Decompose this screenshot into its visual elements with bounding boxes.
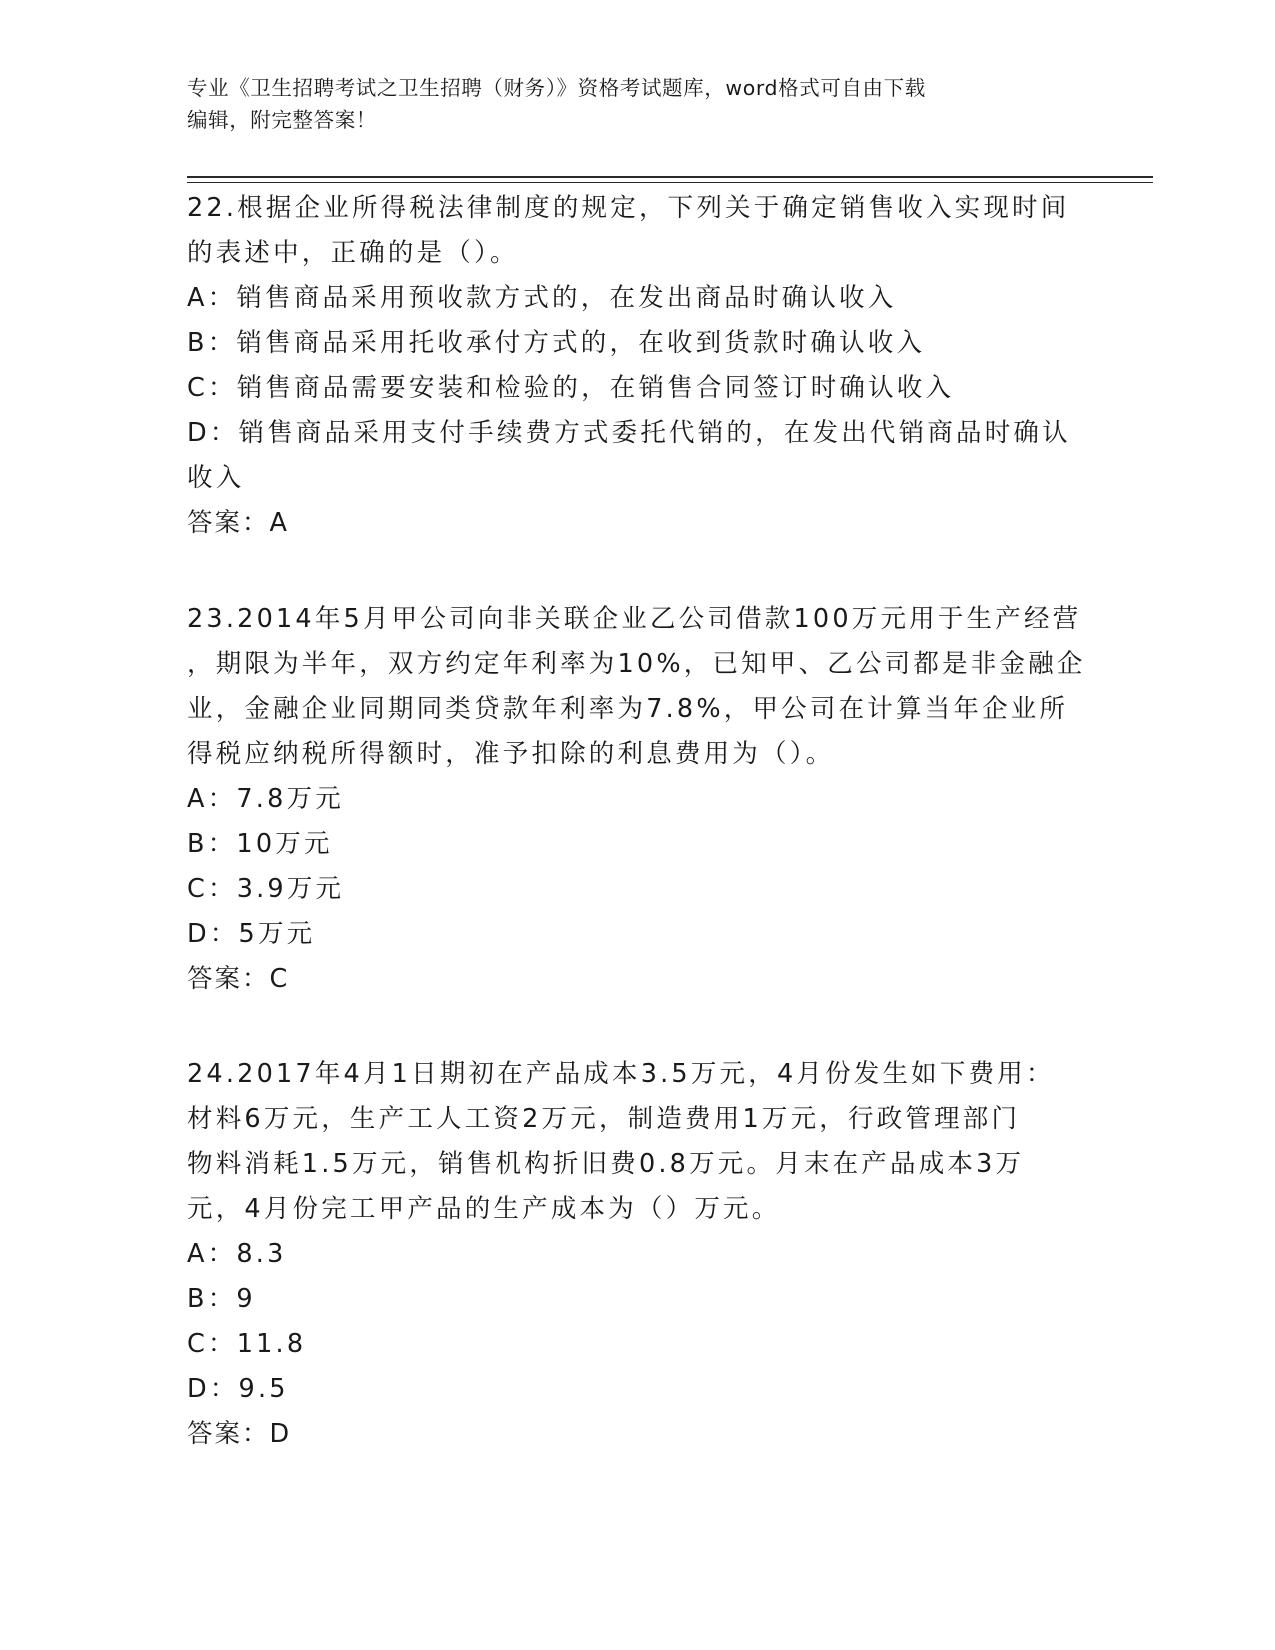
option-c: C：11.8 [187, 1329, 307, 1359]
question-stem-line: ，期限为半年，双方约定年利率为10%，已知甲、乙公司都是非金融企 [187, 649, 1086, 679]
option-a: A：7.8万元 [187, 784, 344, 814]
option-d-continued: 收入 [187, 463, 245, 493]
option-a: A：8.3 [187, 1239, 287, 1269]
option-b: B：销售商品采用托收承付方式的，在收到货款时确认收入 [187, 328, 926, 358]
option-a: A：销售商品采用预收款方式的，在发出商品时确认收入 [187, 283, 897, 313]
question-stem-line: 23.2014年5月甲公司向非关联企业乙公司借款100万元用于生产经营 [187, 604, 1082, 634]
question-stem-line: 业，金融企业同期同类贷款年利率为7.8%，甲公司在计算当年企业所 [187, 694, 1069, 724]
question-stem-line: 24.2017年4月1日期初在产品成本3.5万元，4月份发生如下费用： [187, 1059, 1055, 1089]
answer-line: 答案：A [187, 508, 289, 538]
answer-line: 答案：D [187, 1419, 292, 1449]
question-stem-line: 得税应纳税所得额时，准予扣除的利息费用为（）。 [187, 739, 835, 769]
option-b: B：9 [187, 1284, 256, 1314]
question-stem-line: 物料消耗1.5万元，销售机构折旧费0.8万元。月末在产品成本3万 [187, 1149, 1025, 1179]
question-stem-line: 元，4月份完工甲产品的生产成本为（）万元。 [187, 1194, 781, 1224]
document-header [187, 72, 1087, 136]
question-stem-line: 的表述中，正确的是（）。 [187, 238, 519, 268]
option-d: D：9.5 [187, 1374, 289, 1404]
option-c: C：销售商品需要安装和检验的，在销售合同签订时确认收入 [187, 373, 955, 403]
header-line-1: 专业《卫生招聘考试之卫生招聘（财务）》资格考试题库，word格式可自由下载 [187, 76, 926, 100]
question-22 [187, 186, 1087, 546]
header-divider-thin [187, 182, 1153, 183]
question-24 [187, 1052, 1087, 1457]
header-divider-thick [187, 176, 1153, 178]
question-stem-line: 22.根据企业所得税法律制度的规定，下列关于确定销售收入实现时间 [187, 193, 1070, 223]
question-23 [187, 597, 1087, 1002]
option-d: D：5万元 [187, 919, 316, 949]
option-c: C：3.9万元 [187, 874, 345, 904]
option-d: D：销售商品采用支付手续费方式委托代销的，在发出代销商品时确认 [187, 418, 1071, 448]
option-b: B：10万元 [187, 829, 333, 859]
header-line-2: 编辑，附完整答案！ [187, 108, 377, 132]
question-stem-line: 材料6万元，生产工人工资2万元，制造费用1万元，行政管理部门 [187, 1104, 1021, 1134]
answer-line: 答案：C [187, 964, 290, 994]
